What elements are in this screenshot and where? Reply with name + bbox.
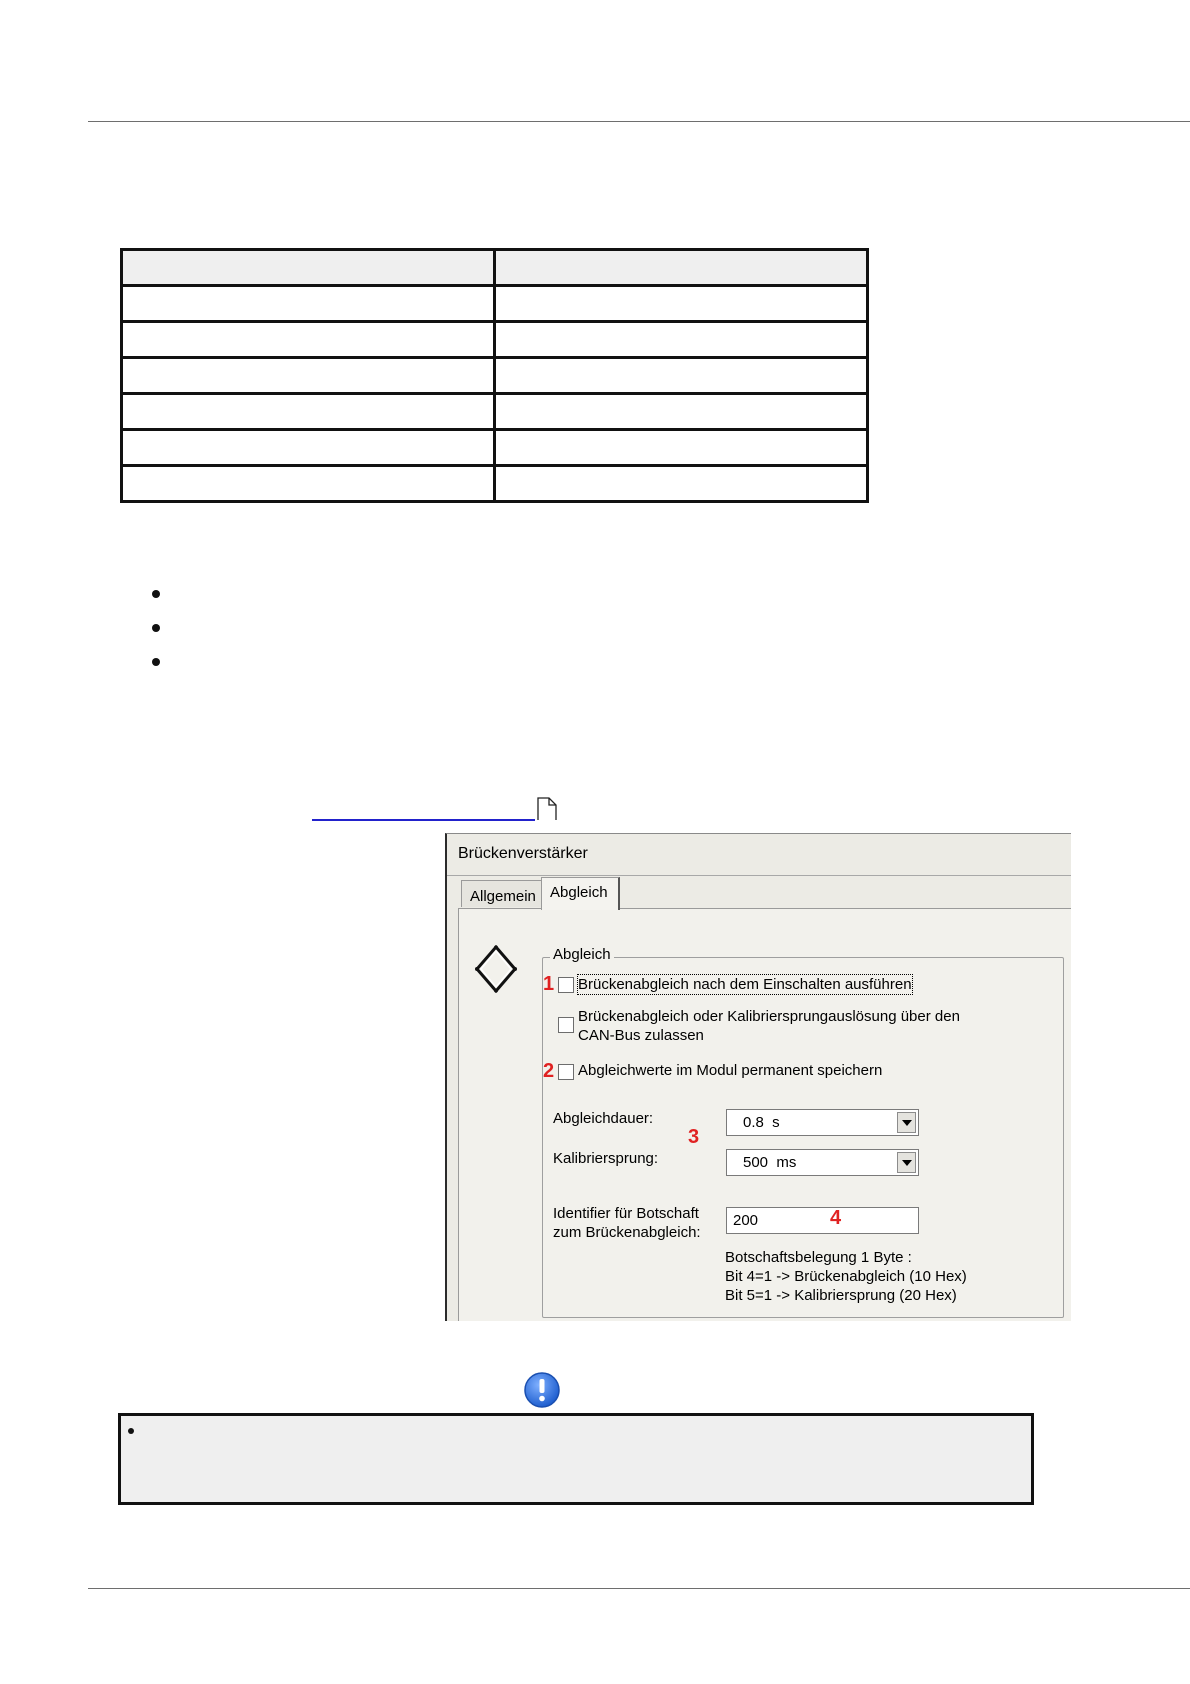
- bullet-item: [148, 624, 158, 658]
- parameter-table: [120, 248, 869, 503]
- bridge-circuit-icon: [474, 945, 518, 993]
- table-row: [122, 358, 868, 394]
- header-rule: [88, 121, 1190, 122]
- table-cell: [495, 286, 868, 322]
- identifier-value: 200: [733, 1212, 759, 1229]
- bullet-item: [148, 658, 158, 692]
- dialog-title: Brückenverstärker: [458, 845, 588, 862]
- table-cell: [495, 358, 868, 394]
- abgleichdauer-value: 0.8 s: [743, 1114, 780, 1131]
- bullet-list: [148, 590, 158, 692]
- table-cell: [495, 394, 868, 430]
- info-icon: [523, 1371, 561, 1409]
- note-bullet: [128, 1428, 134, 1434]
- checkbox-abgleich-einschalten[interactable]: [558, 977, 574, 993]
- checkbox-label-line2: CAN-Bus zulassen: [578, 1027, 704, 1044]
- chevron-down-icon[interactable]: [897, 1112, 916, 1133]
- table-row: [122, 322, 868, 358]
- tab-label: Abgleich: [550, 884, 608, 901]
- info-line: Bit 4=1 -> Brückenabgleich (10 Hex): [725, 1268, 967, 1285]
- marker-1: 1: [543, 973, 555, 995]
- identifier-input[interactable]: [726, 1207, 919, 1234]
- marker-2: 2: [543, 1060, 555, 1082]
- footer-rule: [88, 1588, 1190, 1589]
- chevron-down-icon[interactable]: [897, 1152, 916, 1173]
- identifier-label-line2: zum Brückenabgleich:: [553, 1224, 701, 1241]
- table-cell: [495, 322, 868, 358]
- bullet-item: [148, 590, 158, 624]
- table-cell: [122, 466, 495, 502]
- checkbox-permanent-speichern[interactable]: [558, 1064, 574, 1080]
- table-cell: [495, 466, 868, 502]
- table-cell: [122, 430, 495, 466]
- table-header-row: [122, 250, 868, 286]
- title-separator: [447, 875, 1071, 876]
- table-header-cell: [495, 250, 868, 286]
- info-line: Botschaftsbelegung 1 Byte :: [725, 1249, 912, 1266]
- table-cell: [495, 430, 868, 466]
- tab-abgleich[interactable]: [541, 877, 620, 910]
- abgleichdauer-select[interactable]: [726, 1109, 919, 1136]
- table-row: [122, 430, 868, 466]
- table-header-cell: [122, 250, 495, 286]
- marker-4: 4: [830, 1207, 842, 1229]
- tab-allgemein[interactable]: [461, 880, 543, 907]
- kalibriersprung-select[interactable]: [726, 1149, 919, 1176]
- link-underline[interactable]: [312, 819, 535, 821]
- table-cell: [122, 358, 495, 394]
- table-row: [122, 286, 868, 322]
- page-icon[interactable]: [537, 797, 557, 821]
- checkbox-label: Brückenabgleich oder Kalibriersprungauslösung über den: [578, 1008, 960, 1025]
- table-cell: [122, 286, 495, 322]
- table-cell: [122, 394, 495, 430]
- kalibriersprung-value: 500 ms: [743, 1154, 797, 1171]
- note-box: [118, 1413, 1034, 1505]
- group-title: Abgleich: [550, 946, 614, 963]
- kalibriersprung-label: Kalibriersprung:: [553, 1150, 659, 1167]
- marker-3: 3: [688, 1126, 700, 1148]
- message-layout-info: [725, 1248, 967, 1305]
- abgleichdauer-label: Abgleichdauer:: [553, 1110, 654, 1127]
- checkbox-label: Brückenabgleich nach dem Einschalten ausführen: [578, 976, 912, 993]
- table-row: [122, 466, 868, 502]
- checkbox-can-bus[interactable]: [558, 1017, 574, 1033]
- info-line: Bit 5=1 -> Kalibriersprung (20 Hex): [725, 1287, 957, 1304]
- table-row: [122, 394, 868, 430]
- tab-label: Allgemein: [470, 888, 536, 905]
- table-cell: [122, 322, 495, 358]
- dialog-screenshot: [445, 833, 1071, 1321]
- identifier-label: Identifier für Botschaft: [553, 1205, 699, 1222]
- checkbox-label: Abgleichwerte im Modul permanent speichern: [578, 1062, 883, 1079]
